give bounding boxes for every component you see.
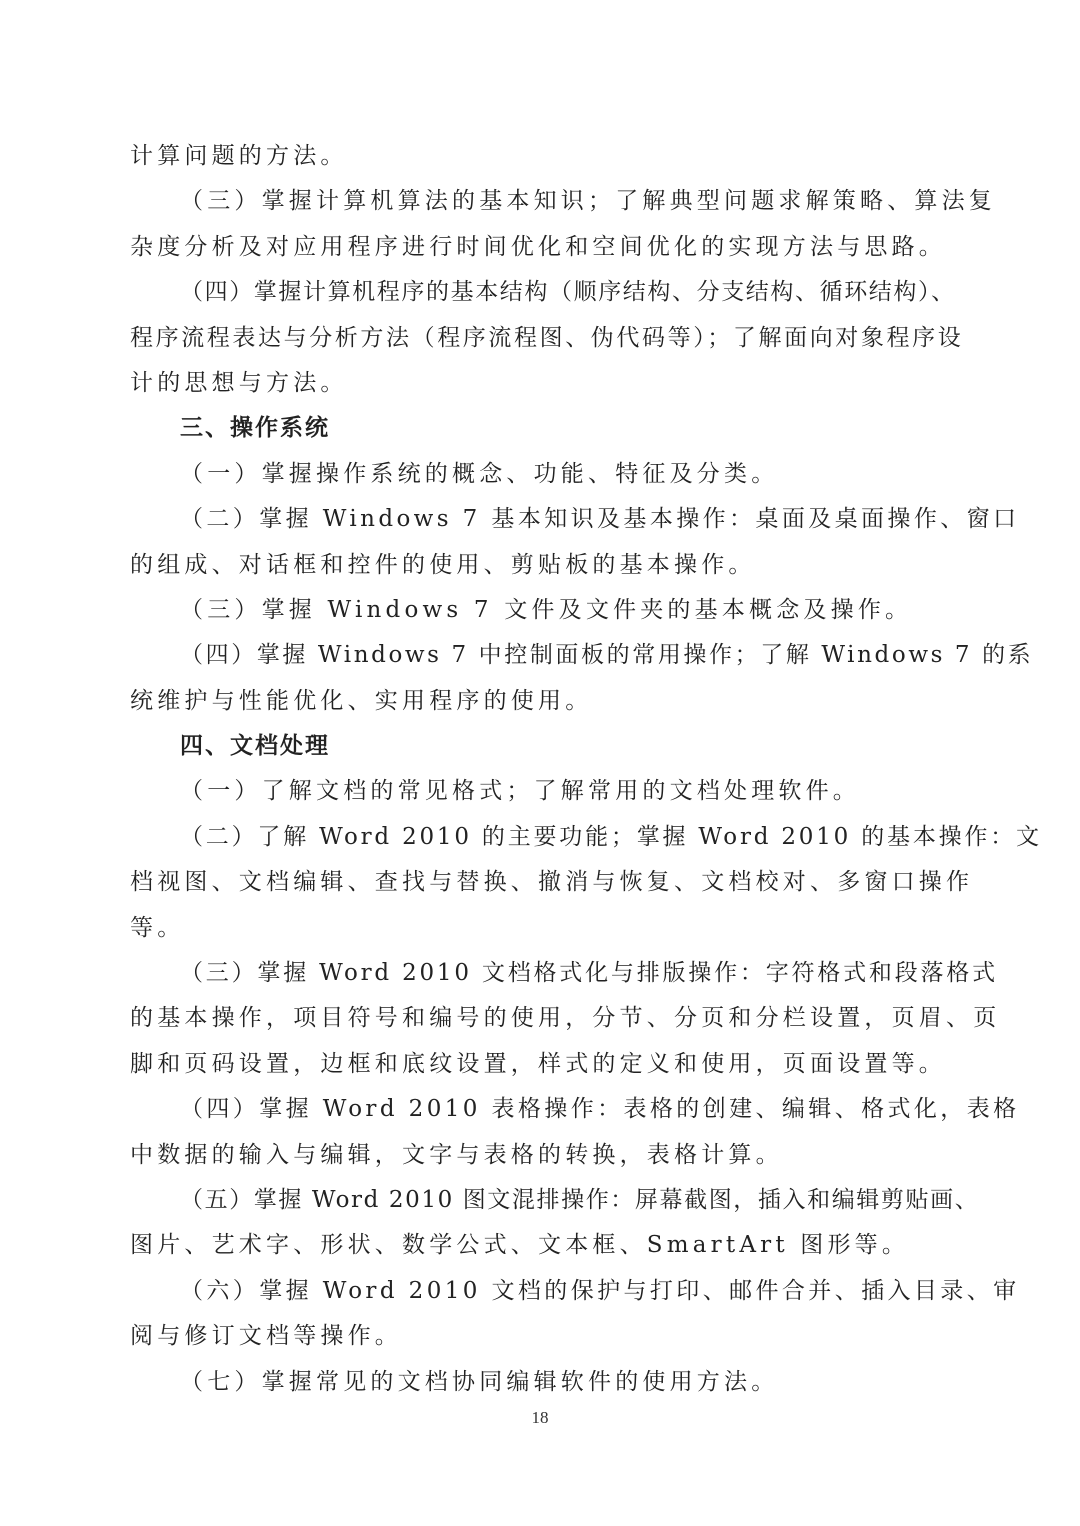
paragraph-line: （一）掌握操作系统的概念、功能、特征及分类。 (180, 460, 779, 487)
paragraph-line: （二）了解 Word 2010 的主要功能；掌握 Word 2010 的基本操作：文 (180, 823, 1042, 850)
paragraph-line: 程序流程表达与分析方法（程序流程图、伪代码等）；了解面向对象程序设 (130, 324, 964, 351)
paragraph-line: 的基本操作，项目符号和编号的使用，分节、分页和分栏设置，页眉、页 (130, 1005, 1001, 1032)
section-heading: 三、操作系统 (180, 415, 330, 442)
paragraph-line: 的组成、对话框和控件的使用、剪贴板的基本操作。 (130, 551, 756, 578)
paragraph-line: 脚和页码设置，边框和底纹设置，样式的定义和使用，页面设置等。 (130, 1050, 946, 1077)
page-number: 18 (531, 1408, 549, 1427)
section-heading: 四、文档处理 (180, 733, 330, 760)
paragraph-line: （四）掌握计算机程序的基本结构（顺序结构、分支结构、循环结构）、 (180, 279, 956, 306)
paragraph-line: 杂度分析及对应用程序进行时间优化和空间优化的实现方法与思路。 (130, 233, 946, 260)
paragraph-line: （四）掌握 Word 2010 表格操作：表格的创建、编辑、格式化，表格 (180, 1096, 1020, 1123)
paragraph-line: （三）掌握 Word 2010 文档格式化与排版操作：字符格式和段落格式 (180, 960, 998, 987)
paragraph-line: 计算问题的方法。 (130, 143, 348, 169)
paragraph-line: （四）掌握 Windows 7 中控制面板的常用操作；了解 Windows 7 的系 (180, 642, 1034, 669)
paragraph-line: 统维护与性能优化、实用程序的使用。 (130, 687, 593, 714)
paragraph-line: （一）了解文档的常见格式；了解常用的文档处理软件。 (180, 778, 860, 805)
paragraph-line: 中数据的输入与编辑，文字与表格的转换，表格计算。 (130, 1141, 783, 1168)
paragraph-line: 计的思想与方法。 (130, 369, 348, 396)
paragraph-line: 档视图、文档编辑、查找与替换、撤消与恢复、文档校对、多窗口操作 (130, 869, 974, 896)
paragraph-line: 等。 (130, 914, 185, 941)
paragraph-line: （六）掌握 Word 2010 文档的保护与打印、邮件合并、插入目录、审 (180, 1277, 1020, 1304)
paragraph-line: （五）掌握 Word 2010 图文混排操作：屏幕截图，插入和编辑剪贴画、 (180, 1186, 980, 1213)
paragraph-line: （七）掌握常见的文档协同编辑软件的使用方法。 (180, 1368, 779, 1395)
paragraph-line: （二）掌握 Windows 7 基本知识及基本操作：桌面及桌面操作、窗口 (180, 506, 1020, 533)
paragraph-line: （三）掌握 Windows 7 文件及文件夹的基本概念及操作。 (180, 596, 913, 623)
paragraph-line: （三）掌握计算机算法的基本知识；了解典型问题求解策略、算法复 (180, 188, 996, 215)
paragraph-line: 阅与修订文档等操作。 (130, 1323, 402, 1350)
body-text (130, 134, 1042, 1405)
paragraph-line: 图片、艺术字、形状、数学公式、文本框、SmartArt 图形等。 (130, 1232, 910, 1259)
